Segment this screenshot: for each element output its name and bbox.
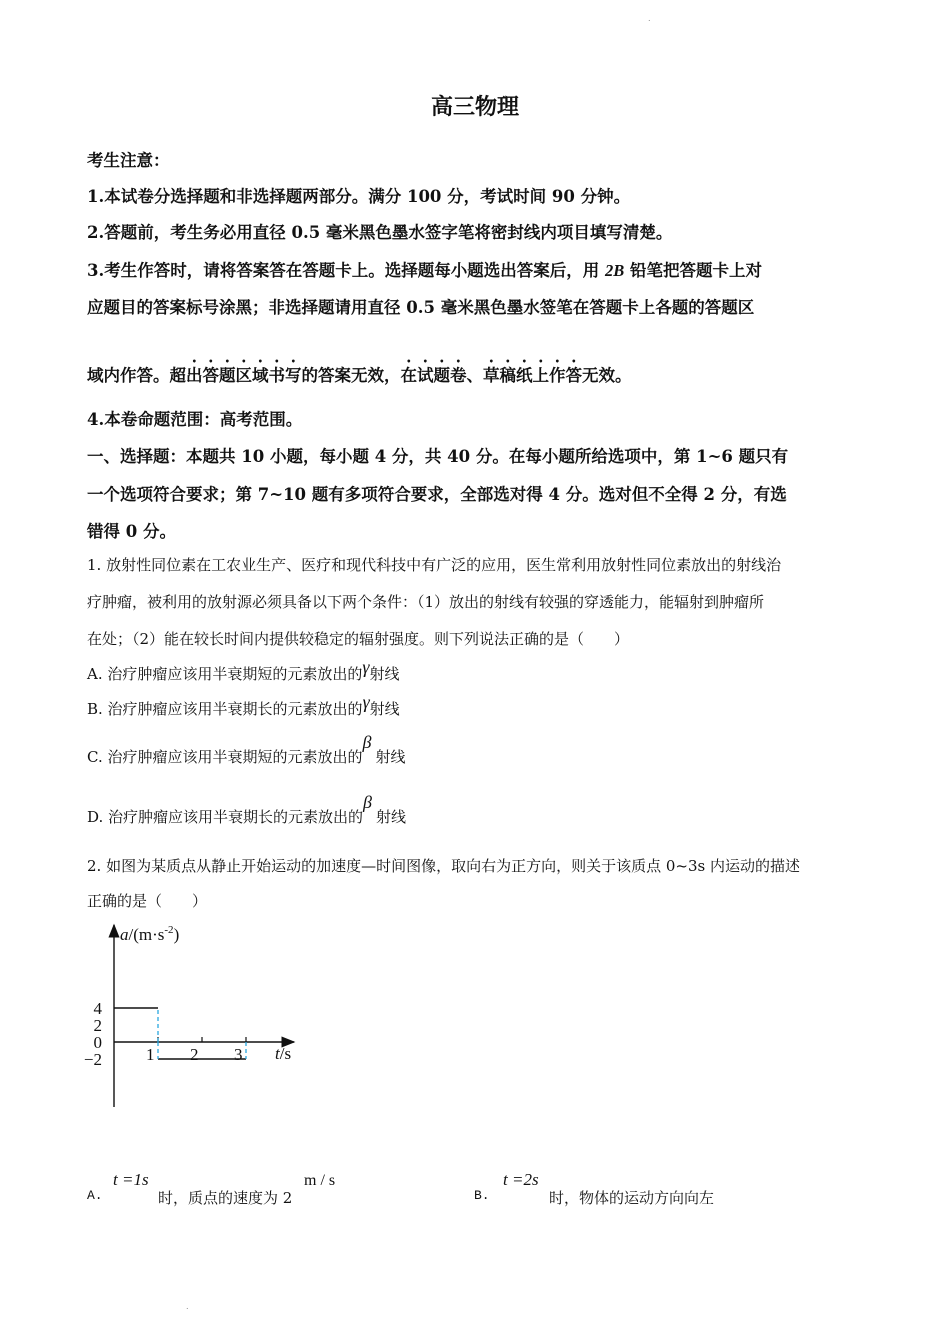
- notice-item-3-text-a: 3.考生作答时，请将答案答在答题卡上。选择题每小题选出答案后，用: [87, 261, 605, 280]
- notice-item-2: 2.答题前，考生务必用直径 0.5 毫米黑色墨水签字笔将密封线内项目填写清楚。: [87, 223, 673, 242]
- notice-emphasis-3: 草稿纸上作答: [483, 366, 582, 385]
- y-tick-label: 0: [93, 1033, 102, 1052]
- q1-option-d-end: 射线: [376, 808, 407, 826]
- section-1-line2: 一个选项符合要求；第 7~10 题有多项符合要求，全部选对得 4 分。选对但不全得 2 分，有选: [87, 485, 787, 504]
- beta-symbol: β: [363, 792, 372, 812]
- q1-option-b-end: 射线: [369, 700, 400, 718]
- notice-text-g: 无效。: [582, 366, 632, 385]
- q1-option-b-text: B. 治疗肿瘤应该用半衰期长的元素放出的: [87, 700, 363, 718]
- q1-stem-line1: 1. 放射性同位素在工农业生产、医疗和现代科技中有广泛的应用，医生常利用放射性同位素放出的射线治: [87, 556, 782, 574]
- y-axis-label-close: ): [173, 925, 180, 944]
- notice-item-4: 4.本卷命题范围：高考范围。: [87, 410, 303, 429]
- x-axis-label-unit: /s: [279, 1044, 292, 1063]
- q1-option-c[interactable]: [87, 732, 406, 767]
- q2-option-a-math: t =1s: [113, 1170, 149, 1189]
- y-tick-label: −2: [83, 1050, 102, 1069]
- corner-mark: .: [648, 14, 651, 23]
- q1-stem-line2: 疗肿瘤，被利用的放射源必须具备以下两个条件：（1）放出的射线有较强的穿透能力，能辐射到肿瘤所: [87, 593, 765, 611]
- notice-item-3-line1: [87, 257, 762, 281]
- notice-text-c: 的答案无效，: [301, 366, 401, 385]
- x-tick-label: 3: [234, 1045, 243, 1064]
- x-axis-label: [275, 1044, 291, 1063]
- notice-item-3-pencil: 2B: [604, 261, 625, 280]
- section-1-line1: 一、选择题：本题共 10 小题，每小题 4 分，共 40 分。在每小题所给选项中，第 1~6 题只有: [87, 447, 789, 466]
- y-axis-label-exp: -2: [164, 924, 174, 936]
- q1-option-a[interactable]: [87, 657, 400, 684]
- acceleration-time-graph: [80, 915, 320, 1115]
- q1-stem-line3: 在处；（2）能在较长时间内提供较稳定的辐射强度。则下列说法正确的是（ ）: [87, 630, 630, 648]
- q2-option-a-label[interactable]: A.: [87, 1188, 103, 1203]
- notice-heading: 考生注意：: [87, 151, 170, 170]
- x-tick-label: 2: [190, 1045, 199, 1064]
- q1-option-d[interactable]: [87, 792, 407, 827]
- q2-option-b-text: 时，物体的运动方向向左: [549, 1189, 715, 1207]
- q1-option-c-text: C. 治疗肿瘤应该用半衰期短的元素放出的: [87, 748, 363, 766]
- q1-option-b[interactable]: [87, 692, 400, 719]
- q1-option-d-text: D. 治疗肿瘤应该用半衰期长的元素放出的: [87, 808, 364, 826]
- notice-text-e: 、: [466, 366, 483, 385]
- x-tick-label: 1: [146, 1045, 155, 1064]
- q2-option-b-label[interactable]: B.: [474, 1188, 490, 1203]
- notice-text-a: 域内作答。超: [87, 366, 186, 385]
- q2-option-a-text: 时，质点的速度为 2: [158, 1189, 293, 1207]
- y-tick-label: 2: [93, 1016, 102, 1035]
- gamma-symbol: γ: [362, 692, 370, 712]
- gamma-symbol: γ: [362, 657, 370, 677]
- y-tick-label: 4: [93, 999, 102, 1018]
- y-axis-label-unit: /(m·s: [128, 925, 165, 944]
- q1-option-a-end: 射线: [369, 665, 400, 683]
- footer-mark: .: [186, 1302, 189, 1311]
- notice-item-3-line2: 应题目的答案标号涂黑；非选择题请用直径 0.5 毫米黑色墨水签笔在答题卡上各题的答题区: [87, 298, 755, 317]
- q2-stem-line1: 2. 如图为某质点从静止开始运动的加速度—时间图像，取向右为正方向，则关于该质点 0~3s 内运动的描述: [87, 857, 800, 875]
- section-1-line3: 错得 0 分。: [87, 522, 176, 541]
- notice-emphasis-1: 出答题区域书写: [186, 366, 302, 385]
- q2-stem-line2: 正确的是（ ）: [87, 892, 208, 910]
- q1-option-a-text: A. 治疗肿瘤应该用半衰期短的元素放出的: [87, 665, 363, 683]
- page-title: 高三物理: [430, 94, 519, 120]
- y-axis-label-symbol: a: [120, 925, 129, 944]
- q2-option-a-unit: m / s: [304, 1172, 336, 1189]
- notice-item-3-text-c: 铅笔把答题卡上对: [624, 261, 762, 280]
- q1-option-c-end: 射线: [375, 748, 406, 766]
- notice-item-1: 1.本试卷分选择题和非选择题两部分。满分 100 分，考试时间 90 分钟。: [87, 187, 631, 206]
- q2-option-b-math: t =2s: [503, 1170, 539, 1189]
- y-axis-label: [120, 924, 179, 944]
- notice-emphasis-2: 在试题卷: [400, 366, 467, 385]
- beta-symbol: β: [362, 732, 372, 752]
- notice-item-3-line3: [87, 356, 632, 386]
- x-axis-label-symbol: t: [275, 1044, 280, 1063]
